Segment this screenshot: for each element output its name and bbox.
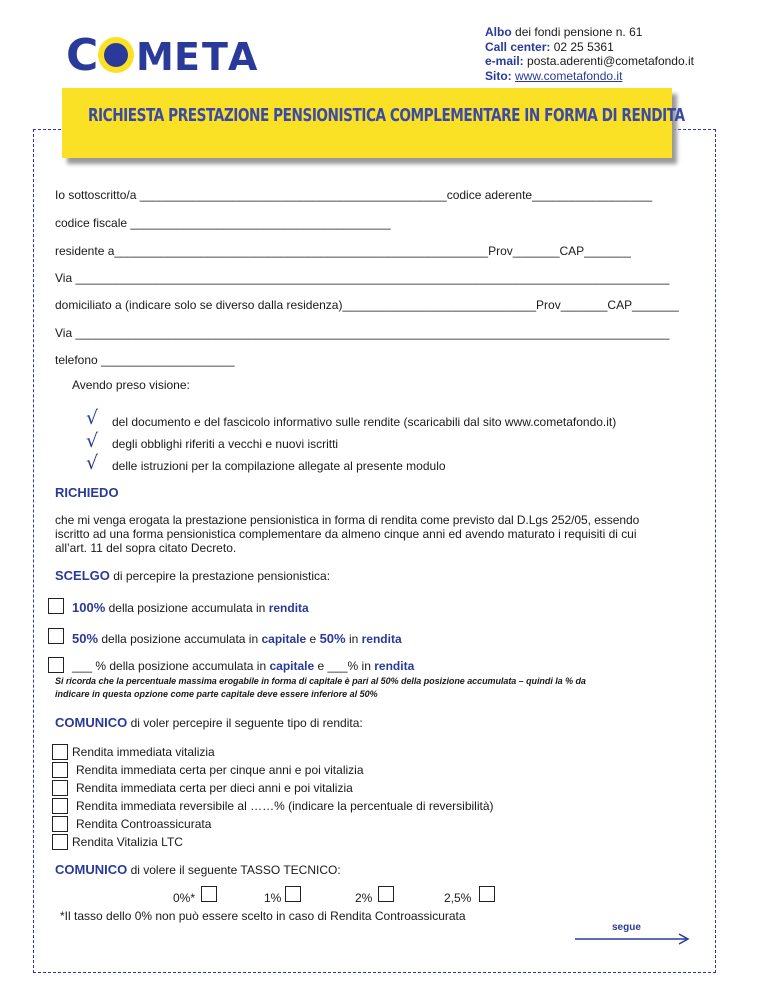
title-banner [62, 88, 685, 158]
rate-25-label: 2,5% [444, 891, 472, 905]
scelgo-line [55, 568, 330, 583]
codice-fiscale-field[interactable]: codice fiscale _______________________________________ [55, 216, 391, 230]
via-field[interactable]: Via _________________________________________________________________________________________ [55, 271, 670, 285]
option-100-checkbox[interactable] [48, 598, 64, 614]
page-title: RICHIESTA PRESTAZIONE PENSIONISTICA COMPLEMENTARE IN FORMA DI RENDITA [88, 106, 685, 126]
residente-field[interactable]: residente a________________________________________________________Prov_______CAP_______ [55, 244, 631, 258]
albo-line: Albo dei fondi pensione n. 61 [485, 25, 643, 39]
check-icon: √ [86, 452, 99, 474]
option-50-label: 50% della posizione accumulata in capitale e 50% in rendita [72, 631, 402, 646]
svg-text:E: E [174, 35, 199, 79]
avendo-label: Avendo preso visione: [72, 378, 190, 392]
sito-line: Sito: www.cometafondo.it [485, 68, 623, 83]
email-line: e-mail: posta.aderenti@cometafondo.it [485, 54, 694, 68]
option-100-label: 100% della posizione accumulata in rendita [72, 600, 309, 615]
scelgo-heading: SCELGO [55, 568, 110, 583]
rate-2-checkbox[interactable] [378, 886, 394, 902]
cometa-logo [66, 22, 261, 82]
rate-0-checkbox[interactable] [201, 886, 217, 902]
comunico-rendita-line [55, 715, 363, 730]
logo-graphic [66, 22, 261, 82]
richiedo-heading: RICHIEDO [55, 485, 119, 500]
visione-item: degli obblighi riferiti a vecchi e nuovi iscritti [112, 437, 339, 451]
arrow-right-graphic [575, 933, 693, 945]
comunico-tasso-line [55, 862, 341, 877]
sottoscritto-field[interactable]: Io sottoscritto/a ______________________________________________codice aderente__________________ [55, 188, 653, 202]
comunico-heading: COMUNICO [55, 715, 128, 730]
option-50-checkbox[interactable] [48, 628, 64, 644]
rate-1-checkbox[interactable] [285, 886, 301, 902]
via2-field[interactable]: Via _________________________________________________________________________________________ [55, 326, 670, 340]
rate-0-label: 0%* [173, 891, 196, 905]
richiedo-text-1: che mi venga erogata la prestazione pensionistica in forma di rendita come previsto dal D.Lgs 252/05, essendo [55, 513, 640, 527]
check-icon: √ [86, 430, 99, 452]
svg-text:C: C [66, 30, 97, 81]
rendita-option: Rendita immediata certa per dieci anni e poi vitalizia [76, 781, 353, 795]
rendita-checkbox[interactable] [52, 816, 68, 832]
svg-text:T: T [202, 35, 227, 79]
rendita-checkbox[interactable] [52, 780, 68, 796]
telefono-field[interactable]: telefono ____________________ [55, 353, 235, 367]
segue-label: segue [612, 922, 641, 933]
sito-link[interactable]: www.cometafondo.it [515, 68, 623, 83]
header-contacts [485, 25, 694, 83]
comunico-text: di voler percepire il seguente tipo di rendita: [130, 716, 363, 730]
option-custom-checkbox[interactable] [48, 657, 64, 673]
comunico-tasso-heading: COMUNICO [55, 862, 128, 877]
visione-item: delle istruzioni per la compilazione allegate al presente modulo [112, 459, 446, 473]
rendita-option: Rendita immediata certa per cinque anni e poi vitalizia [76, 763, 364, 777]
comunico-tasso-text: di volere il seguente TASSO TECNICO: [130, 863, 341, 877]
richiedo-text-2: iscritto ad una forma pensionistica complementare da almeno cinque anni ed avendo maturato i requisiti di cui [55, 527, 637, 541]
tasso-footnote: *Il tasso dello 0% non può essere scelto in caso di Rendita Controassicurata [60, 909, 466, 923]
scelgo-note-1: Si ricorda che la percentuale massima erogabile in forma di capitale è pari al 50% della posizione accumulata – quindi la % da [55, 676, 586, 686]
rate-25-checkbox[interactable] [479, 886, 495, 902]
svg-text:M: M [136, 35, 173, 79]
rendita-checkbox[interactable] [52, 798, 68, 814]
rendita-option: Rendita immediata vitalizia [72, 745, 215, 759]
check-icon: √ [86, 407, 99, 429]
option-custom-label[interactable]: ___ % della posizione accumulata in capitale e ___% in rendita [72, 659, 415, 673]
scelgo-text: di percepire la prestazione pensionistica: [113, 569, 331, 583]
rendita-option: Rendita Vitalizia LTC [72, 835, 183, 849]
visione-item: del documento e del fascicolo informativo sulle rendite (scaricabili dal sito www.cometafondo.it) [112, 415, 617, 429]
arrow-right-icon[interactable] [575, 932, 693, 950]
rate-1-label: 1% [264, 891, 282, 905]
domiciliato-field[interactable]: domiciliato a (indicare solo se diverso dalla residenza)_____________________________Prov_______CAP_______ [55, 298, 679, 312]
rate-2-label: 2% [355, 891, 373, 905]
scelgo-note-2: indicare in questa opzione come parte capitale deve essere inferiore al 50% [55, 689, 378, 699]
svg-text:A: A [228, 35, 257, 79]
rendita-checkbox[interactable] [52, 762, 68, 778]
rendita-option: Rendita Controassicurata [76, 817, 212, 831]
callcenter-line: Call center: 02 25 5361 [485, 39, 614, 54]
richiedo-text-3: all’art. 11 del sopra citato Decreto. [55, 541, 237, 555]
rendita-checkbox[interactable] [52, 834, 68, 850]
rendita-checkbox[interactable] [52, 744, 68, 760]
rendita-option: Rendita immediata reversibile al ……% (indicare la percentuale di reversibilità) [76, 799, 494, 813]
